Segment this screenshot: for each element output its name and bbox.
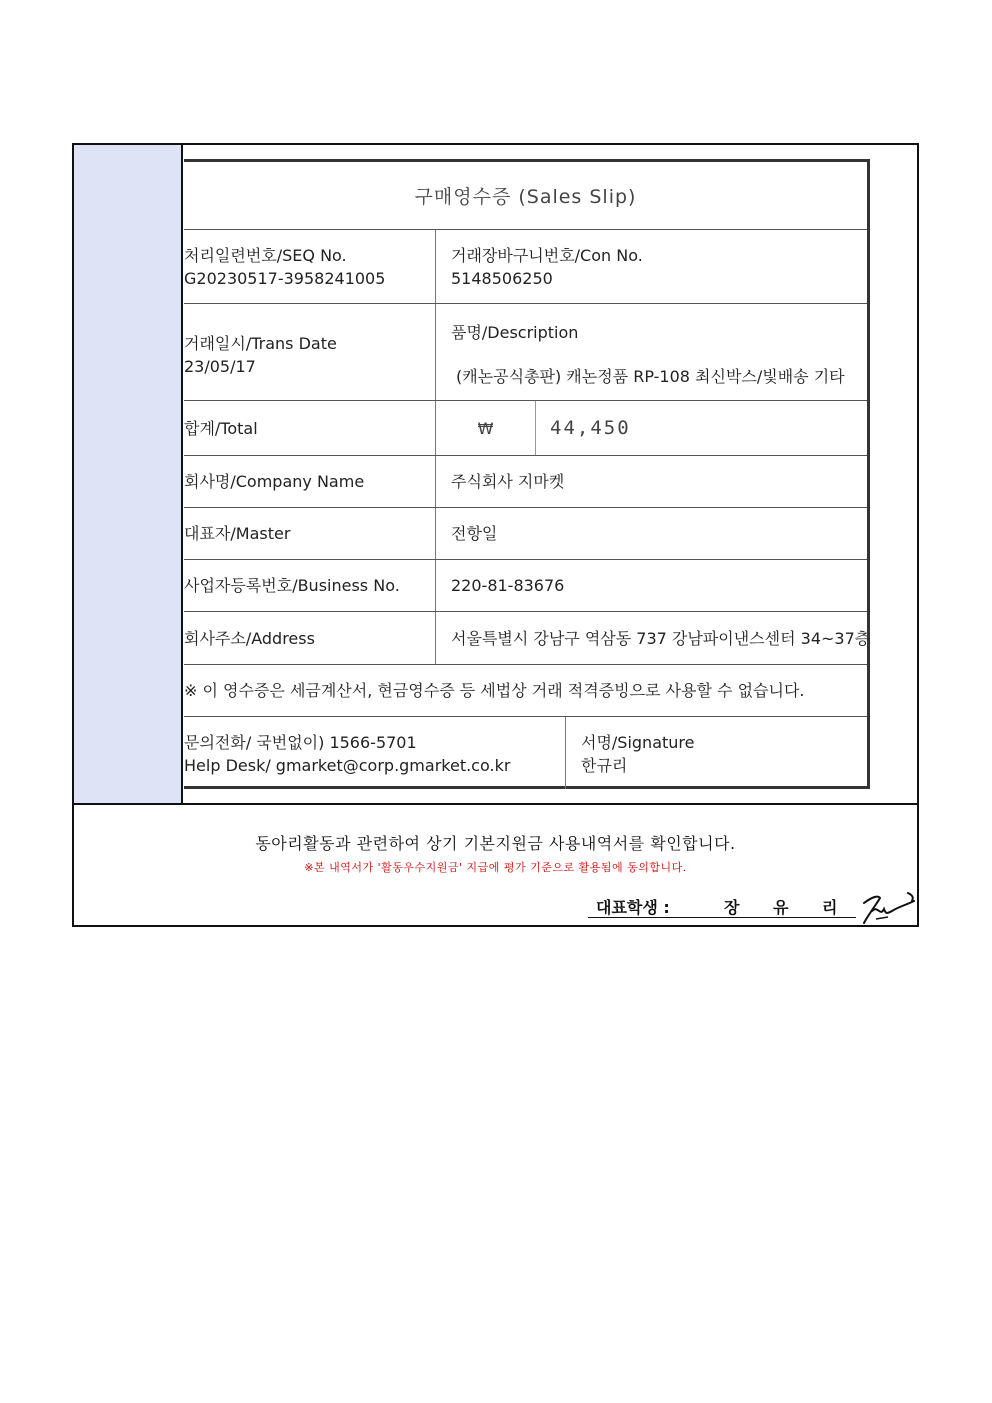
- representative-label: 대표학생 :: [596, 898, 670, 917]
- seq-label: 처리일련번호/SEQ No.: [184, 246, 347, 265]
- business-value: 220-81-83676: [451, 576, 565, 595]
- seq-value: G20230517-3958241005: [184, 269, 386, 288]
- handwritten-signature: [858, 889, 918, 929]
- consent-notice: ※본 내역서가 '활동우수지원금' 지급에 평가 기준으로 활용됨에 동의합니다.: [304, 861, 687, 874]
- master-label: 대표자/Master: [184, 508, 436, 559]
- helpdesk-email: Help Desk/ gmarket@corp.gmarket.co.kr: [184, 756, 511, 775]
- representative-name: 장 유 리: [724, 898, 852, 917]
- company-label: 회사명/Company Name: [184, 456, 436, 507]
- confirmation-area: [74, 805, 917, 927]
- date-value: 23/05/17: [184, 357, 256, 376]
- signature-label: 서명/Signature: [581, 733, 695, 752]
- desc-cell: [436, 304, 867, 400]
- desc-label: 품명/Description: [451, 323, 579, 342]
- report-frame: [72, 143, 919, 927]
- address-value: 서울특별시 강남구 역삼동 737 강남파이낸스센터 34~37층: [451, 628, 871, 648]
- signature-cell: [566, 717, 867, 789]
- left-color-band: [74, 145, 183, 803]
- helpdesk-phone: 문의전화/ 국번없이) 1566-5701: [184, 733, 417, 752]
- date-label: 거래일시/Trans Date: [184, 334, 337, 353]
- master-value: 전항일: [451, 524, 498, 543]
- business-row: [184, 560, 867, 612]
- address-label: 회사주소/Address: [184, 612, 436, 664]
- company-value: 주식회사 지마켓: [451, 472, 565, 491]
- receipt-title-row: [184, 162, 867, 230]
- total-label: 합계/Total: [184, 418, 258, 438]
- representative-line: [588, 895, 856, 918]
- receipt-title: 구매영수증 (Sales Slip): [414, 186, 637, 208]
- total-amount: 44,450: [550, 417, 631, 439]
- business-label: 사업자등록번호/Business No.: [184, 560, 436, 611]
- company-row: [184, 456, 867, 508]
- seq-cell: [184, 230, 436, 303]
- confirmation-text: 동아리활동과 관련하여 상기 기본지원금 사용내역서를 확인합니다.: [255, 834, 736, 853]
- helpdesk-cell: [184, 717, 566, 789]
- seq-row: [184, 230, 867, 304]
- notice-row: ※ 이 영수증은 세금계산서, 현금영수증 등 세법상 거래 적격증빙으로 사용할 수 없습니다.: [184, 665, 867, 717]
- total-label-cell: [184, 401, 436, 455]
- desc-value: (캐논공식총판) 캐논정품 RP-108 최신박스/빛배송 기타: [456, 367, 845, 386]
- signature-value: 한규리: [581, 756, 628, 775]
- helpdesk-row: [184, 717, 867, 789]
- receipt-table: [184, 159, 870, 789]
- address-row: [184, 612, 871, 665]
- con-label: 거래장바구니번호/Con No.: [451, 246, 643, 265]
- con-cell: [436, 230, 867, 303]
- master-row: [184, 508, 867, 560]
- date-cell: [184, 304, 436, 400]
- currency-symbol: ₩: [436, 401, 536, 455]
- date-row: [184, 304, 867, 401]
- con-value: 5148506250: [451, 269, 553, 288]
- total-row: [184, 401, 867, 456]
